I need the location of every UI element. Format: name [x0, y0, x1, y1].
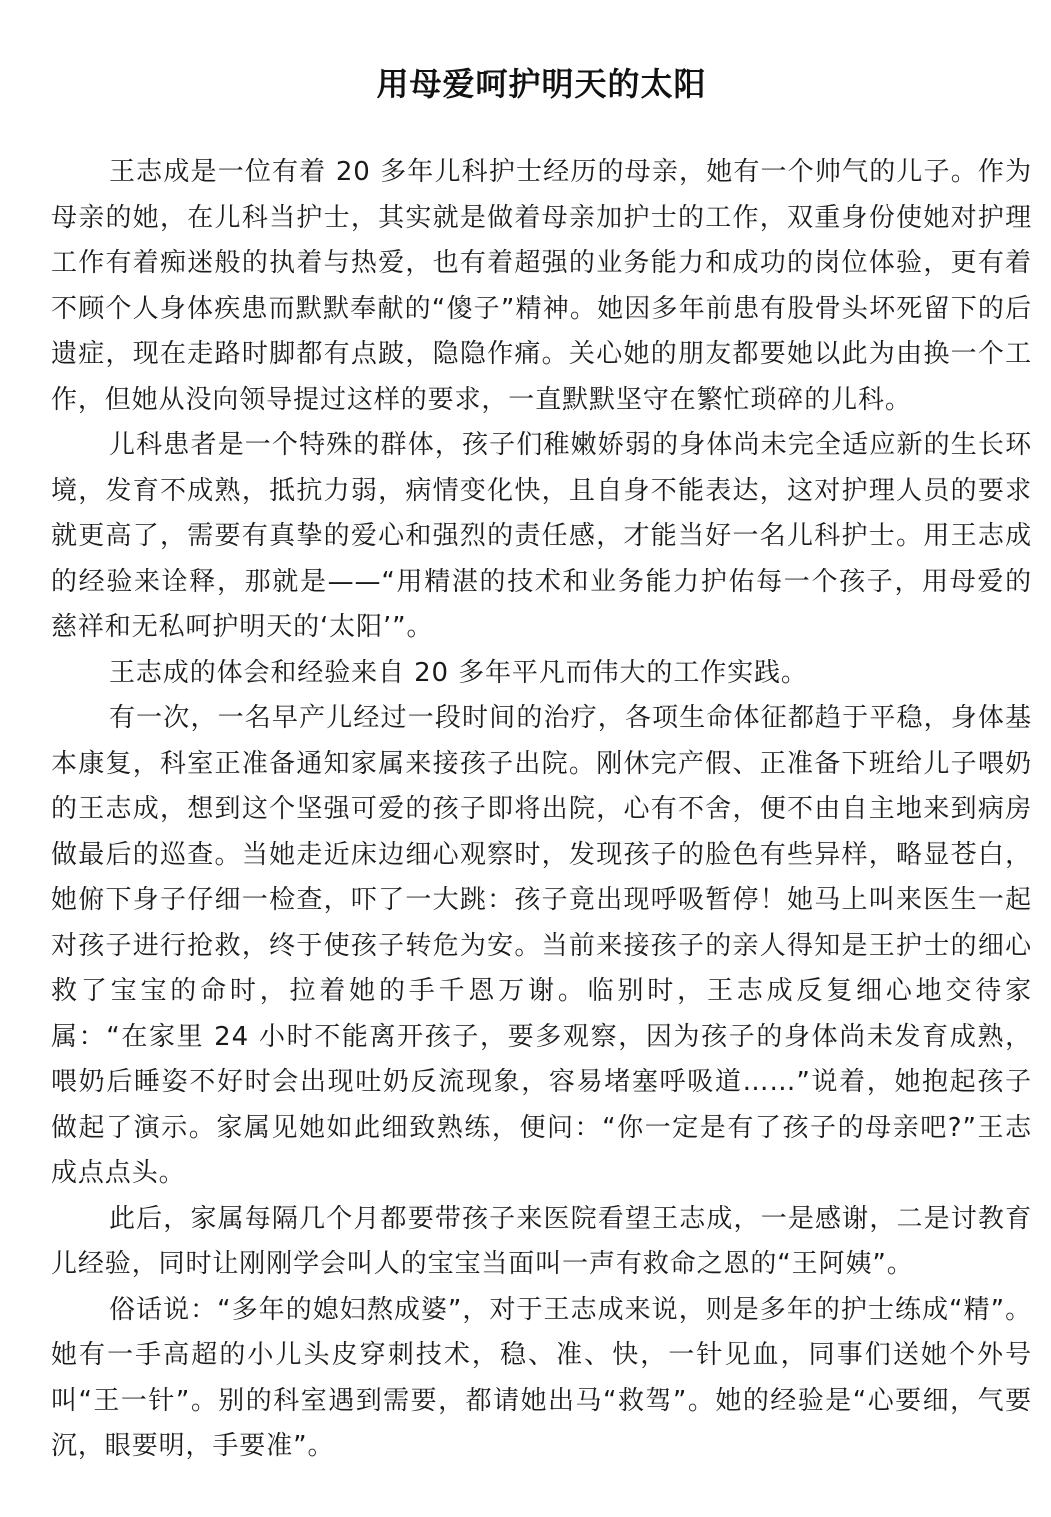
paragraph-1: 王志成是一位有着 20 多年儿科护士经历的母亲，她有一个帅气的儿子。作为母亲的她，在儿科当护士，其实就是做着母亲加护士的工作，双重身份使她对护理工作有着痴迷般的执着与热爱，也有着超强的业务能力和成功的岗位体验，更有着不顾个人身体疾患而默默奉献的“傻子”精神。她因多年前患有股骨头坏死留下的后遗症，现在走路时脚都有点跛，隐隐作痛。关心她的朋友都要她以此为由换一个工作，但她从没向领导提过这样的要求，一直默默坚守在繁忙琐碎的儿科。	[51, 157, 1032, 415]
paragraph-5: 此后，家属每隔几个月都要带孩子来医院看望王志成，一是感谢，二是讨教育儿经验，同时让刚刚学会叫人的宝宝当面叫一声有救命之恩的“王阿姨”。	[51, 1203, 1032, 1279]
paragraph-4: 有一次，一名早产儿经过一段时间的治疗，各项生命体征都趋于平稳，身体基本康复，科室正准备通知家属来接孩子出院。刚休完产假、正准备下班给儿子喂奶的王志成，想到这个坚强可爱的孩子即将出院，心有不舍，便不由自主地来到病房做最后的巡查。当她走近床边细心观察时，发现孩子的脸色有些异样，略显苍白，她俯下身子仔细一检查，吓了一大跳：孩子竟出现呼吸暂停！她马上叫来医生一起对孩子进行抢救，终于使孩子转危为安。当前来接孩子的亲人得知是王护士的细心救了宝宝的命时，拉着她的手千恩万谢。临别时，王志成反复细心地交待家属：“在家里 24 小时不能离开孩子，要多观察，因为孩子的身体尚未发育成熟，喂奶后睡姿不好时会出现吐奶反流现象，容易堵塞呼吸道……”说着，她抱起孩子做起了演示。家属见她如此细致熟练，便问：“你一定是有了孩子的母亲吧?”王志成点点头。	[51, 703, 1032, 1188]
article-body	[51, 150, 1032, 1470]
paragraph-2: 儿科患者是一个特殊的群体，孩子们稚嫩娇弱的身体尚未完全适应新的生长环境，发育不成熟，抵抗力弱，病情变化快，且自身不能表达，这对护理人员的要求就更高了，需要有真挚的爱心和强烈的责任感，才能当好一名儿科护士。用王志成的经验来诠释，那就是——“用精湛的技术和业务能力护佑每一个孩子，用母爱的慈祥和无私呵护明天的‘太阳’”。	[51, 430, 1032, 642]
paragraph-3: 王志成的体会和经验来自 20 多年平凡而伟大的工作实践。	[109, 657, 808, 688]
document-title: 用母爱呵护明天的太阳	[376, 65, 707, 103]
paragraph-6: 俗话说：“多年的媳妇熬成婆”，对于王志成来说，则是多年的护士练成“精”。她有一手高超的小儿头皮穿刺技术，稳、准、快，一针见血，同事们送她个外号叫“王一针”。别的科室遇到需要，都请她出马“救驾”。她的经验是“心要细，气要沉，眼要明，手要准”。	[51, 1294, 1032, 1461]
